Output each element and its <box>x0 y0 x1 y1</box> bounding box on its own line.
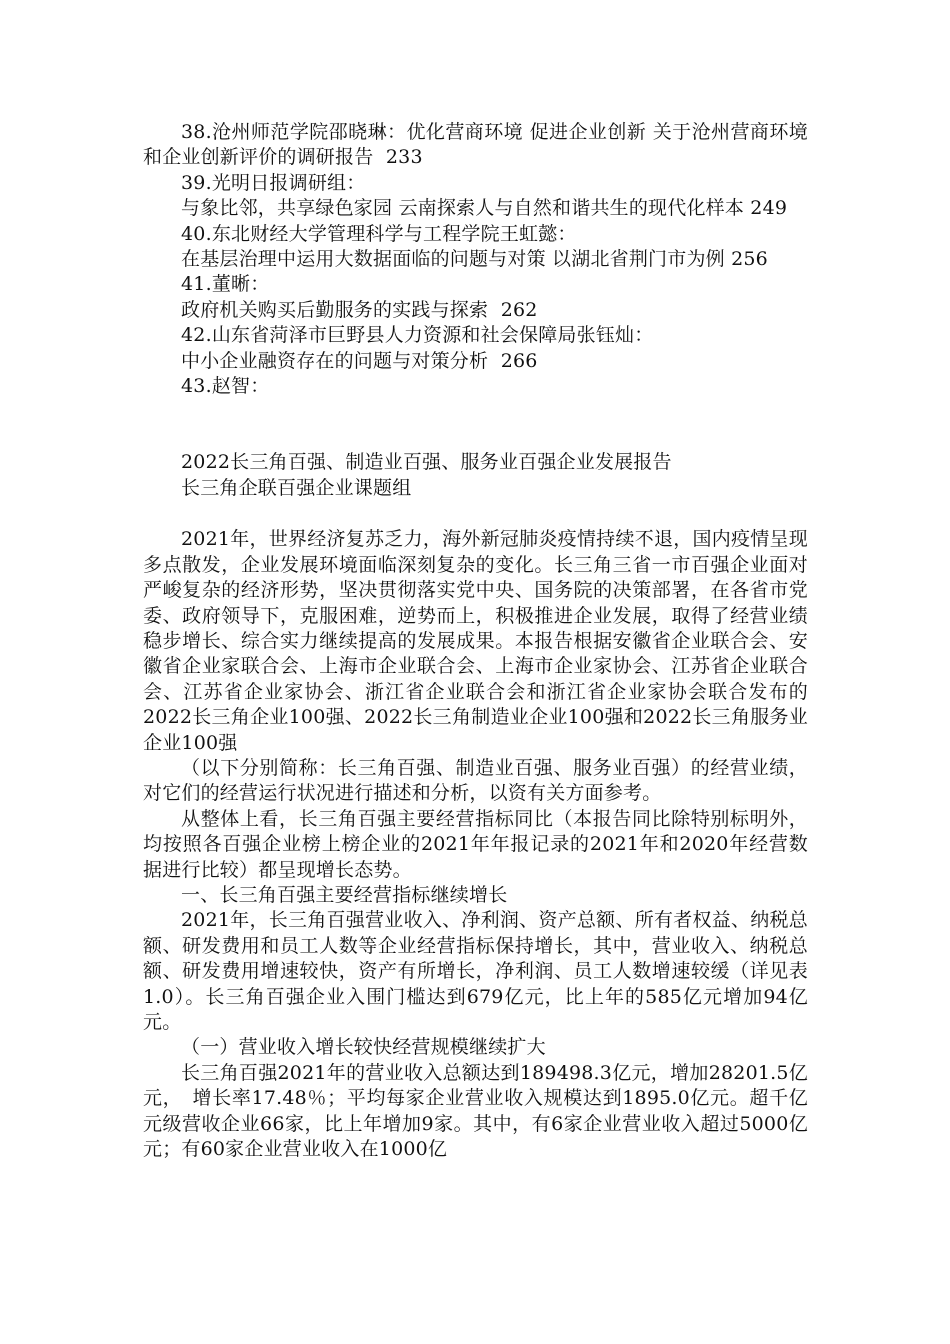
toc-entry <box>143 120 808 171</box>
section-heading: 一、长三角百强主要经营指标继续增长 <box>181 883 508 906</box>
body-paragraph: 从整体上看，长三角百强主要经营指标同比（本报告同比除特别标明外，均按照各百强企业榜上榜企业的2021年年报记录的2021年和2020年经营数据进行比较）都呈现增长态势。 <box>143 807 808 881</box>
body-paragraph: （以下分别简称：长三角百强、制造业百强、服务业百强）的经营业绩，对它们的经营运行状况进行描述和分析，以资有关方面参考。 <box>143 756 808 805</box>
toc-author: 43.赵智： <box>181 375 270 398</box>
spacer <box>143 399 808 450</box>
toc-entry-line <box>143 120 808 171</box>
toc-title-line <box>143 196 808 221</box>
body-paragraph: 2021年，长三角百强营业收入、净利润、资产总额、所有者权益、纳税总额、研发费用和员工人数等企业经营指标保持增长，其中，营业收入、纳税总额、研发费用增速较快，资产有所增长，净利润、员工人数增速较缓（详见表1.0）。长三角百强企业入围门槛达到679亿元，比上年的585亿元增加94亿元。 <box>143 909 808 1033</box>
toc-entry <box>143 323 808 374</box>
toc-author: 38.沧州师范学院邵晓琳： <box>181 121 407 143</box>
report-author: 长三角企联百强企业课题组 <box>181 476 412 499</box>
report-title: 2022长三角百强、制造业百强、服务业百强企业发展报告 <box>181 451 672 474</box>
toc-author: 42.山东省菏泽市巨野县人力资源和社会保障局张钰灿： <box>181 324 654 347</box>
toc-title-line <box>143 349 808 374</box>
toc-entry <box>143 171 808 222</box>
toc-title: 优化营商环境 促进企业创新 关于沧州营商环境和企业创新评价的调研报告 <box>143 121 808 169</box>
spacer <box>143 501 808 527</box>
toc-title: 中小企业融资存在的问题与对策分析 <box>181 349 489 372</box>
body-paragraph: 2021年，世界经济复苏乏力，海外新冠肺炎疫情持续不退，国内疫情呈现多点散发，企业发展环境面临深刻复杂的变化。长三角三省一市百强企业面对严峻复杂的经济形势，坚决贯彻落实党中央、国务院的决策部署，在各省市党委、政府领导下，克服困难，逆势而上，积极推进企业发展，取得了经营业绩稳步增长、综合实力继续提高的发展成果。本报告根据安徽省企业联合会、安徽省企业家联合会、上海市企业联合会、上海市企业家协会、江苏省企业联合会、江苏省企业家协会、浙江省企业联合会和浙江省企业家协会联合发布的2022长三角企业100强、2022长三角制造业企业100强和2022长三角服务业企业100强 <box>143 528 808 754</box>
toc-title-line <box>143 247 808 272</box>
toc-page-number: 249 <box>750 197 788 220</box>
toc-title: 与象比邻，共享绿色家园 云南探索人与自然和谐共生的现代化样本 <box>181 197 745 220</box>
toc-entry <box>143 222 808 273</box>
toc-page-number: 256 <box>731 248 768 271</box>
toc-page-number: 233 <box>385 146 423 169</box>
toc-page-number: 262 <box>500 298 538 321</box>
toc-author: 41.董晰： <box>181 273 270 296</box>
toc-entry <box>143 272 808 323</box>
toc-entry <box>143 374 808 399</box>
toc-author: 39.光明日报调研组： <box>181 171 366 194</box>
toc-title: 在基层治理中运用大数据面临的问题与对策 以湖北省荆门市为例 <box>181 248 725 271</box>
body-paragraph: 长三角百强2021年的营业收入总额达到189498.3亿元，增加28201.5亿元， 增长率17.48％；平均每家企业营业收入规模达到1895.0亿元。超千亿元级营收企业66家，比上年增加9家。其中，有6家企业营业收入超过5000亿元；有60家企业营业收入在1000亿 <box>143 1061 808 1161</box>
document-body <box>143 120 808 1162</box>
toc-title: 政府机关购买后勤服务的实践与探索 <box>181 298 489 321</box>
toc-title-line <box>143 298 808 323</box>
subsection-heading: （一）营业收入增长较快经营规模继续扩大 <box>181 1036 546 1059</box>
toc-page-number: 266 <box>500 349 538 372</box>
toc-author: 40.东北财经大学管理科学与工程学院王虹懿： <box>181 222 577 245</box>
